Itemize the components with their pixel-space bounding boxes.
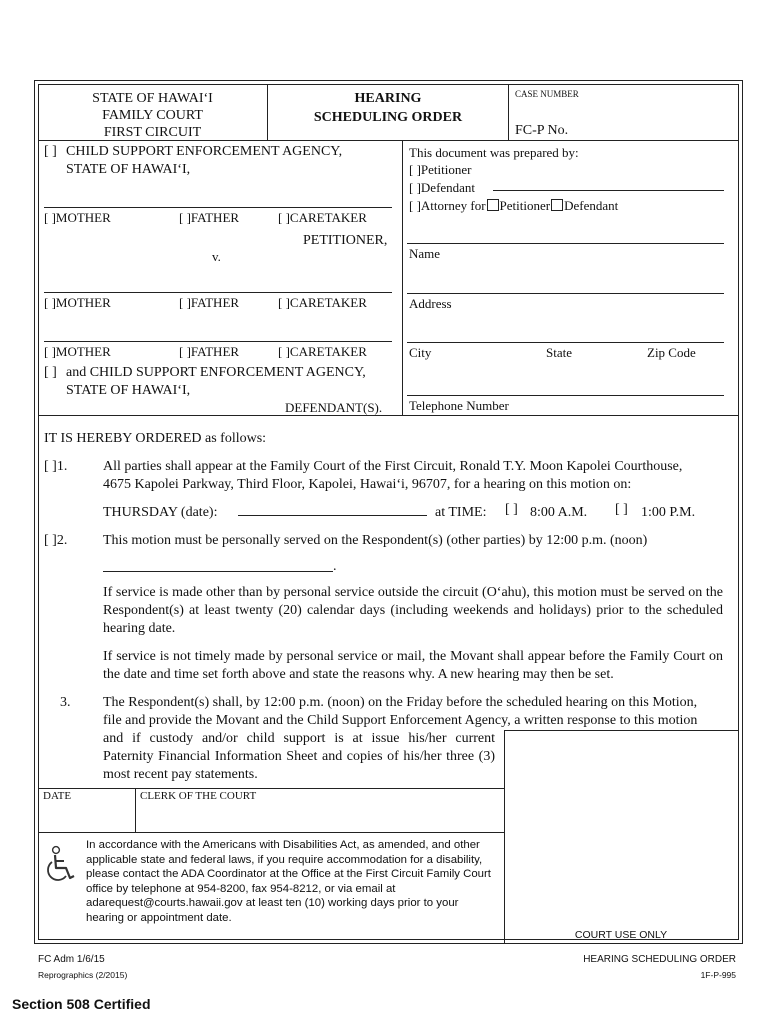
defendant2-name-line	[44, 341, 392, 342]
prepared-attorney-row	[409, 198, 618, 214]
am-label: 8:00 A.M.	[530, 505, 588, 520]
clerk-label: CLERK OF THE COURT	[140, 790, 257, 802]
item3-number: 3.	[60, 695, 71, 710]
defendant-cse-checkbox[interactable]: [ ]	[44, 365, 57, 380]
document-title: HEARING SCHEDULING ORDER	[313, 91, 463, 125]
caption-bottom-line	[38, 415, 738, 416]
state-label: State	[546, 345, 572, 360]
city-label: City	[409, 345, 432, 360]
name-label: Name	[409, 246, 441, 261]
item2-checkbox[interactable]: [ ]2.	[44, 533, 68, 548]
item2-period: .	[333, 559, 337, 574]
prepared-defendant-line	[493, 190, 724, 191]
item3-line1: The Respondent(s) shall, by 12:00 p.m. (noon) on the Friday before the scheduled hearing on this Motion,	[103, 695, 698, 710]
zip-label: Zip Code	[647, 345, 696, 360]
petitioner-mother-checkbox[interactable]: [ ]MOTHER	[44, 210, 111, 225]
defendant1-name-line	[44, 292, 392, 293]
time-label: at TIME:	[435, 505, 487, 520]
reprographics-date: Reprographics (2/2015)	[38, 970, 128, 980]
item2-paragraph3: If service is not timely made by personal service or mail, the Movant shall appear before the Family Court on the date and time set forth above and state the reasons why. A new hearing may then be set.	[103, 649, 723, 682]
attorney-defendant-checkbox[interactable]	[551, 199, 563, 211]
signature-divider	[135, 788, 136, 832]
pm-checkbox[interactable]: [ ]	[615, 502, 628, 517]
thursday-label: THURSDAY (date):	[103, 505, 218, 520]
defendant2-father-checkbox[interactable]: [ ]FATHER	[179, 344, 240, 359]
service-date-field[interactable]	[103, 571, 333, 572]
defendant1-mother-checkbox[interactable]: [ ]MOTHER	[44, 295, 111, 310]
versus-label: v.	[212, 249, 221, 264]
name-line	[407, 243, 724, 244]
signature-bottom-line	[38, 832, 504, 833]
petitioner-cse-line2: STATE OF HAWAI‘I,	[66, 162, 191, 177]
item1-line2: 4675 Kapolei Parkway, Third Floor, Kapolei, Hawai‘i, 96707, for a hearing on this motion on:	[103, 477, 632, 492]
address-label: Address	[409, 296, 452, 311]
case-number-label: CASE NUMBER	[515, 89, 579, 99]
header-divider-2	[508, 84, 509, 140]
hearing-date-field[interactable]	[238, 515, 427, 516]
address-line	[407, 293, 724, 294]
item1-line1: All parties shall appear at the Family Court of the First Circuit, Ronald T.Y. Moon Kapolei Courthouse,	[103, 459, 683, 474]
caption-divider	[402, 140, 403, 415]
date-label: DATE	[43, 790, 72, 802]
am-checkbox[interactable]: [ ]	[505, 502, 518, 517]
item3-line2: file and provide the Movant and the Child Support Enforcement Agency, a written response to this motion	[103, 713, 698, 728]
clerk-signature-field[interactable]	[137, 803, 503, 831]
court-use-box	[504, 730, 738, 943]
telephone-label: Telephone Number	[409, 398, 509, 413]
prepared-defendant-checkbox[interactable]: [ ]Defendant	[409, 180, 476, 195]
item2-line1: This motion must be personally served on the Respondent(s) (other parties) by 12:00 p.m. (noon)	[103, 533, 648, 548]
court-use-label: COURT USE ONLY	[574, 929, 668, 941]
petitioner-father-checkbox[interactable]: [ ]FATHER	[179, 210, 240, 225]
petitioner-label: PETITIONER,	[303, 233, 388, 248]
wheelchair-icon	[44, 845, 80, 885]
city-line	[407, 342, 724, 343]
defendant-cse-line1: and CHILD SUPPORT ENFORCEMENT AGENCY,	[66, 365, 366, 380]
prepared-by-title: This document was prepared by:	[409, 145, 579, 160]
signature-top-line	[38, 788, 504, 789]
ada-notice: In accordance with the Americans with Disabilities Act, as amended, and other applicable state and federal laws, if you require accommodation for a disability, please contact the ADA Coordinator at the Office at the First Circuit Family Court office by telephone at 954-8200, fax 954-8212, or via email at adarequest@courts.hawaii.gov at least ten (10) working days prior to your hearing or appointment date.	[86, 839, 491, 924]
petitioner-caretaker-checkbox[interactable]: [ ]CARETAKER	[278, 210, 367, 225]
defendant1-caretaker-checkbox[interactable]: [ ]CARETAKER	[278, 295, 367, 310]
pm-label: 1:00 P.M.	[641, 505, 696, 520]
form-code: 1F-P-995	[700, 970, 736, 980]
prepared-attorney-checkbox[interactable]: [ ]Attorney for	[409, 198, 486, 213]
order-intro: IT IS HEREBY ORDERED as follows:	[44, 431, 267, 446]
date-field[interactable]	[40, 803, 134, 831]
attorney-petitioner-checkbox[interactable]	[487, 199, 499, 211]
defendant2-mother-checkbox[interactable]: [ ]MOTHER	[44, 344, 111, 359]
form-id: FC Adm 1/6/15	[38, 954, 105, 965]
defendant-cse-line2: STATE OF HAWAI‘I,	[66, 383, 191, 398]
defendant1-father-checkbox[interactable]: [ ]FATHER	[179, 295, 240, 310]
attorney-petitioner-label: Petitioner	[499, 198, 551, 213]
prepared-petitioner-checkbox[interactable]: [ ]Petitioner	[409, 162, 472, 177]
petitioner-cse-line1: CHILD SUPPORT ENFORCEMENT AGENCY,	[66, 144, 343, 159]
section-508-certified: Section 508 Certified	[12, 996, 151, 1012]
footer-title: HEARING SCHEDULING ORDER	[583, 954, 736, 965]
petitioner-name-line	[44, 207, 392, 208]
attorney-defendant-label: Defendant	[564, 198, 619, 213]
telephone-line	[407, 395, 724, 396]
petitioner-cse-checkbox[interactable]: [ ]	[44, 144, 57, 159]
item1-checkbox[interactable]: [ ]1.	[44, 459, 68, 474]
item2-paragraph2: If service is made other than by personal service outside the circuit (O‘ahu), this motion must be served on the Respondent(s) at least twenty (20) calendar days (including weekends and holidays) prior to the scheduled hearing date.	[103, 585, 723, 636]
court-name: STATE OF HAWAI‘I FAMILY COURT FIRST CIRCUIT	[92, 91, 213, 140]
item3-rest: and if custody and/or child support is at issue his/her current Paternity Financial Information Sheet and copies of his/her three (3) most recent pay statements.	[103, 731, 495, 782]
defendant2-caretaker-checkbox[interactable]: [ ]CARETAKER	[278, 344, 367, 359]
defendant-label: DEFENDANT(S).	[285, 400, 383, 415]
case-number-field[interactable]: FC-P No.	[515, 123, 569, 138]
